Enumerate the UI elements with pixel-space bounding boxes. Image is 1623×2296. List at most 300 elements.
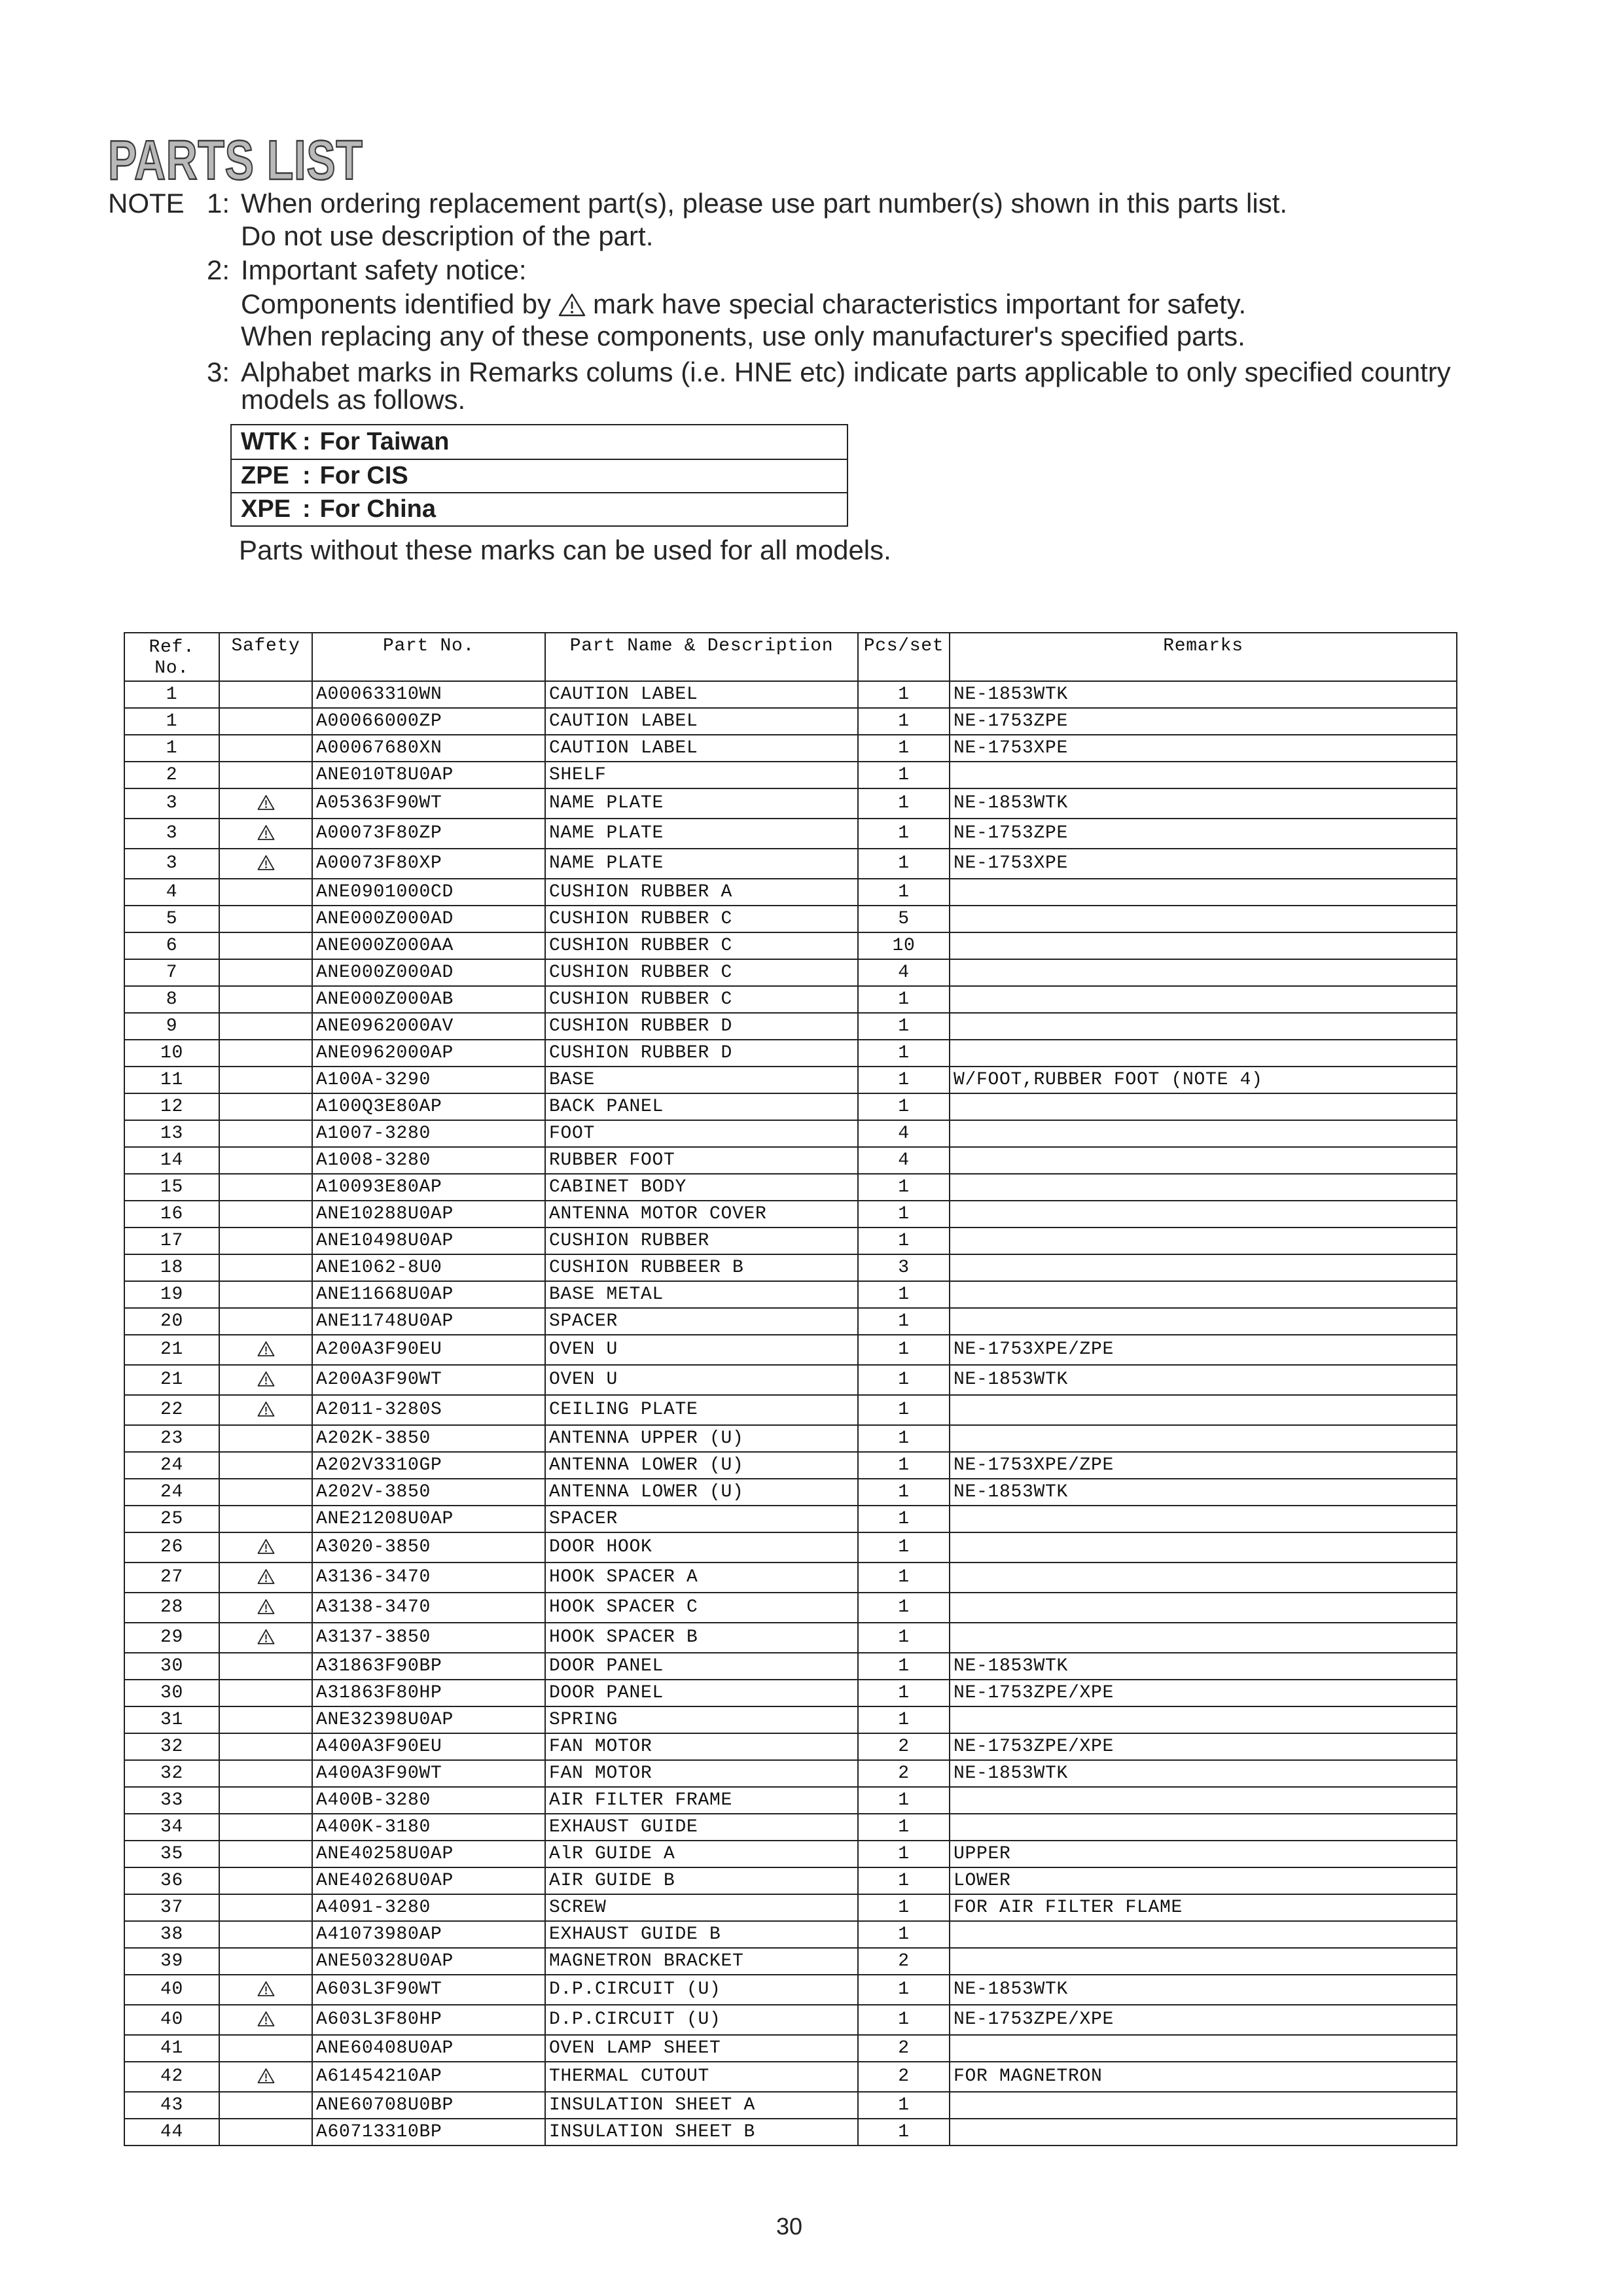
- ref-no-cell: 39: [124, 1948, 219, 1975]
- part-no-cell: A2011-3280S: [312, 1395, 545, 1425]
- parts-row: [124, 788, 1457, 819]
- parts-row: [124, 1814, 1457, 1841]
- ref-no-cell: 7: [124, 959, 219, 986]
- ref-no-cell: 20: [124, 1308, 219, 1335]
- part-no-cell: ANE0962000AV: [312, 1013, 545, 1040]
- part-no-cell: A1008-3280: [312, 1147, 545, 1174]
- description-cell: THERMAL CUTOUT: [545, 2062, 858, 2092]
- part-no-cell: ANE32398U0AP: [312, 1706, 545, 1733]
- ref-no-cell: 34: [124, 1814, 219, 1841]
- safety-cell: [219, 1814, 312, 1841]
- safety-cell: [219, 2119, 312, 2146]
- parts-row: [124, 1653, 1457, 1680]
- parts-row: [124, 1532, 1457, 1563]
- part-no-cell: A400A3F90EU: [312, 1733, 545, 1760]
- safety-mark-icon: [257, 1341, 275, 1357]
- safety-cell: [219, 1452, 312, 1479]
- part-no-cell: ANE11748U0AP: [312, 1308, 545, 1335]
- country-code: ZPE: [241, 462, 289, 489]
- description-cell: NAME PLATE: [545, 819, 858, 849]
- part-no-cell: A61454210AP: [312, 2062, 545, 2092]
- parts-row: [124, 681, 1457, 708]
- pcs-per-set-cell: 1: [858, 735, 950, 762]
- remarks-cell: NE-1753XPE/ZPE: [950, 1335, 1457, 1365]
- description-cell: HOOK SPACER B: [545, 1623, 858, 1653]
- description-cell: D.P.CIRCUIT (U): [545, 1975, 858, 2005]
- part-no-cell: ANE010T8U0AP: [312, 762, 545, 788]
- part-no-cell: A3136-3470: [312, 1563, 545, 1593]
- safety-cell: [219, 1425, 312, 1452]
- description-cell: SCREW: [545, 1894, 858, 1921]
- pcs-per-set-cell: 1: [858, 879, 950, 906]
- parts-row: [124, 708, 1457, 735]
- parts-row: [124, 906, 1457, 932]
- safety-cell: [219, 932, 312, 959]
- safety-mark-icon: [257, 1981, 275, 1997]
- note-2-line-2-after-mark: mark have special characteristics important for safety.: [592, 289, 1247, 319]
- pcs-per-set-cell: 4: [858, 959, 950, 986]
- parts-row: [124, 1479, 1457, 1506]
- remarks-cell: NE-1853WTK: [950, 681, 1457, 708]
- part-no-cell: A200A3F90WT: [312, 1365, 545, 1395]
- part-no-cell: A202K-3850: [312, 1425, 545, 1452]
- part-no-cell: ANE000Z000AD: [312, 959, 545, 986]
- safety-cell: [219, 2005, 312, 2035]
- pcs-per-set-cell: 1: [858, 1013, 950, 1040]
- remarks-cell: [950, 1040, 1457, 1067]
- description-cell: FOOT: [545, 1120, 858, 1147]
- parts-row: [124, 1680, 1457, 1706]
- pcs-per-set-cell: 1: [858, 1894, 950, 1921]
- pcs-per-set-cell: 1: [858, 1425, 950, 1452]
- safety-cell: [219, 906, 312, 932]
- pcs-per-set-cell: 1: [858, 1308, 950, 1335]
- description-cell: CAUTION LABEL: [545, 681, 858, 708]
- part-no-cell: ANE10288U0AP: [312, 1201, 545, 1227]
- ref-no-cell: 33: [124, 1787, 219, 1814]
- remarks-cell: [950, 1623, 1457, 1653]
- remarks-cell: FOR MAGNETRON: [950, 2062, 1457, 2092]
- description-cell: OVEN U: [545, 1335, 858, 1365]
- notes-closing: Parts without these marks can be used for all models.: [239, 535, 891, 565]
- ref-no-cell: 3: [124, 788, 219, 819]
- description-cell: CUSHION RUBBER D: [545, 1013, 858, 1040]
- part-no-cell: ANE40268U0AP: [312, 1867, 545, 1894]
- remarks-cell: [950, 1395, 1457, 1425]
- remarks-cell: NE-1753ZPE: [950, 819, 1457, 849]
- remarks-cell: UPPER: [950, 1841, 1457, 1867]
- ref-no-cell: 27: [124, 1563, 219, 1593]
- ref-no-cell: 2: [124, 762, 219, 788]
- part-no-cell: ANE000Z000AB: [312, 986, 545, 1013]
- description-cell: AIR GUIDE B: [545, 1867, 858, 1894]
- ref-no-cell: 14: [124, 1147, 219, 1174]
- ref-no-cell: 22: [124, 1395, 219, 1425]
- note-1-line-1: When ordering replacement part(s), please use part number(s) shown in this parts list.: [241, 188, 1288, 219]
- ref-no-cell: 12: [124, 1093, 219, 1120]
- remarks-cell: [950, 959, 1457, 986]
- description-cell: INSULATION SHEET B: [545, 2119, 858, 2146]
- part-no-cell: ANE50328U0AP: [312, 1948, 545, 1975]
- ref-no-cell: 44: [124, 2119, 219, 2146]
- pcs-per-set-cell: 1: [858, 1227, 950, 1254]
- ref-no-cell: 43: [124, 2092, 219, 2119]
- safety-cell: [219, 1506, 312, 1532]
- remarks-cell: [950, 2035, 1457, 2062]
- description-cell: DOOR PANEL: [545, 1680, 858, 1706]
- part-no-cell: A00073F80ZP: [312, 819, 545, 849]
- parts-row: [124, 1506, 1457, 1532]
- part-no-cell: A10093E80AP: [312, 1174, 545, 1201]
- pcs-per-set-cell: 1: [858, 849, 950, 879]
- ref-no-cell: 25: [124, 1506, 219, 1532]
- parts-row: [124, 1623, 1457, 1653]
- pcs-per-set-cell: 1: [858, 1653, 950, 1680]
- parts-row: [124, 959, 1457, 986]
- safety-cell: [219, 2092, 312, 2119]
- remarks-cell: NE-1753ZPE/XPE: [950, 2005, 1457, 2035]
- safety-cell: [219, 1733, 312, 1760]
- remarks-cell: NE-1753ZPE/XPE: [950, 1680, 1457, 1706]
- pcs-per-set-cell: 4: [858, 1120, 950, 1147]
- part-no-cell: ANE0901000CD: [312, 879, 545, 906]
- remarks-cell: [950, 1506, 1457, 1532]
- safety-cell: [219, 1841, 312, 1867]
- parts-row: [124, 879, 1457, 906]
- remarks-cell: W/FOOT,RUBBER FOOT (NOTE 4): [950, 1067, 1457, 1093]
- description-cell: BASE: [545, 1067, 858, 1093]
- safety-cell: [219, 1201, 312, 1227]
- pcs-per-set-cell: 1: [858, 1623, 950, 1653]
- safety-cell: [219, 1479, 312, 1506]
- remarks-cell: [950, 932, 1457, 959]
- pcs-per-set-cell: 1: [858, 1506, 950, 1532]
- safety-cell: [219, 1653, 312, 1680]
- parts-row: [124, 2092, 1457, 2119]
- pcs-per-set-cell: 1: [858, 1395, 950, 1425]
- parts-row: [124, 1227, 1457, 1254]
- part-no-cell: ANE60408U0AP: [312, 2035, 545, 2062]
- pcs-per-set-cell: 1: [858, 1814, 950, 1841]
- remarks-cell: NE-1753XPE: [950, 849, 1457, 879]
- part-no-cell: A603L3F90WT: [312, 1975, 545, 2005]
- description-cell: ANTENNA MOTOR COVER: [545, 1201, 858, 1227]
- ref-no-cell: 31: [124, 1706, 219, 1733]
- pcs-per-set-cell: 1: [858, 2005, 950, 2035]
- part-no-cell: A00063310WN: [312, 681, 545, 708]
- remarks-cell: [950, 1093, 1457, 1120]
- parts-row: [124, 1921, 1457, 1948]
- parts-row: [124, 1841, 1457, 1867]
- col-header-part-no: Part No.: [312, 633, 545, 681]
- safety-mark-icon: [257, 2068, 275, 2084]
- remarks-cell: [950, 1308, 1457, 1335]
- description-cell: CUSHION RUBBER A: [545, 879, 858, 906]
- safety-cell: [219, 1040, 312, 1067]
- parts-row: [124, 1593, 1457, 1623]
- description-cell: SPACER: [545, 1506, 858, 1532]
- pcs-per-set-cell: 4: [858, 1147, 950, 1174]
- part-no-cell: ANE60708U0BP: [312, 2092, 545, 2119]
- ref-no-cell: 24: [124, 1479, 219, 1506]
- remarks-cell: NE-1753XPE: [950, 735, 1457, 762]
- ref-no-cell: 40: [124, 2005, 219, 2035]
- pcs-per-set-cell: 5: [858, 906, 950, 932]
- part-no-cell: A31863F80HP: [312, 1680, 545, 1706]
- ref-no-cell: 15: [124, 1174, 219, 1201]
- part-no-cell: A00073F80XP: [312, 849, 545, 879]
- description-cell: OVEN U: [545, 1365, 858, 1395]
- part-no-cell: A3137-3850: [312, 1623, 545, 1653]
- parts-row: [124, 1281, 1457, 1308]
- description-cell: BASE METAL: [545, 1281, 858, 1308]
- description-cell: CABINET BODY: [545, 1174, 858, 1201]
- description-cell: HOOK SPACER C: [545, 1593, 858, 1623]
- parts-row: [124, 1308, 1457, 1335]
- description-cell: BACK PANEL: [545, 1093, 858, 1120]
- col-header-ref: [124, 633, 219, 681]
- ref-no-cell: 36: [124, 1867, 219, 1894]
- parts-table: [124, 632, 1457, 2146]
- description-cell: CUSHION RUBBEER B: [545, 1254, 858, 1281]
- ref-no-cell: 35: [124, 1841, 219, 1867]
- parts-row: [124, 1067, 1457, 1093]
- parts-row: [124, 1760, 1457, 1787]
- part-no-cell: A00067680XN: [312, 735, 545, 762]
- safety-cell: [219, 788, 312, 819]
- country-code-row: [232, 425, 847, 459]
- remarks-cell: [950, 1174, 1457, 1201]
- part-no-cell: ANE000Z000AA: [312, 932, 545, 959]
- ref-no-cell: 42: [124, 2062, 219, 2092]
- safety-cell: [219, 1623, 312, 1653]
- part-no-cell: A400A3F90WT: [312, 1760, 545, 1787]
- part-no-cell: ANE11668U0AP: [312, 1281, 545, 1308]
- remarks-cell: [950, 1254, 1457, 1281]
- ref-no-cell: 21: [124, 1335, 219, 1365]
- part-no-cell: ANE40258U0AP: [312, 1841, 545, 1867]
- parts-row: [124, 2005, 1457, 2035]
- safety-mark-icon: [257, 1401, 275, 1417]
- part-no-cell: A60713310BP: [312, 2119, 545, 2146]
- ref-no-cell: 32: [124, 1733, 219, 1760]
- safety-mark-icon: [257, 1371, 275, 1387]
- country-code-row: [232, 492, 847, 525]
- country-code-separator: :: [302, 428, 311, 455]
- note-1-line-2: Do not use description of the part.: [241, 221, 654, 251]
- safety-mark-icon: [257, 855, 275, 871]
- description-cell: AlR GUIDE A: [545, 1841, 858, 1867]
- description-cell: CUSHION RUBBER C: [545, 986, 858, 1013]
- ref-no-cell: 38: [124, 1921, 219, 1948]
- remarks-cell: [950, 1593, 1457, 1623]
- safety-mark-icon: [257, 1568, 275, 1585]
- ref-no-cell: 10: [124, 1040, 219, 1067]
- safety-cell: [219, 1281, 312, 1308]
- ref-no-cell: 19: [124, 1281, 219, 1308]
- part-no-cell: A31863F90BP: [312, 1653, 545, 1680]
- country-code-label: For CIS: [319, 462, 408, 489]
- parts-row: [124, 986, 1457, 1013]
- parts-row: [124, 1254, 1457, 1281]
- country-code-separator: :: [302, 462, 311, 489]
- pcs-per-set-cell: 1: [858, 1335, 950, 1365]
- description-cell: EXHAUST GUIDE: [545, 1814, 858, 1841]
- parts-row: [124, 1174, 1457, 1201]
- pcs-per-set-cell: 1: [858, 1841, 950, 1867]
- remarks-cell: [950, 1281, 1457, 1308]
- parts-row: [124, 932, 1457, 959]
- ref-no-cell: 8: [124, 986, 219, 1013]
- pcs-per-set-cell: 1: [858, 1067, 950, 1093]
- parts-row: [124, 1452, 1457, 1479]
- safety-cell: [219, 1365, 312, 1395]
- part-no-cell: A200A3F90EU: [312, 1335, 545, 1365]
- part-no-cell: ANE0962000AP: [312, 1040, 545, 1067]
- pcs-per-set-cell: 1: [858, 681, 950, 708]
- safety-cell: [219, 1227, 312, 1254]
- safety-cell: [219, 1975, 312, 2005]
- parts-row: [124, 1733, 1457, 1760]
- note-3-line-2: models as follows.: [241, 384, 466, 415]
- safety-cell: [219, 1867, 312, 1894]
- description-cell: SPACER: [545, 1308, 858, 1335]
- parts-row: [124, 1120, 1457, 1147]
- pcs-per-set-cell: 1: [858, 1174, 950, 1201]
- ref-no-cell: 13: [124, 1120, 219, 1147]
- country-code-row: [232, 459, 847, 492]
- pcs-per-set-cell: 1: [858, 1479, 950, 1506]
- part-no-cell: A41073980AP: [312, 1921, 545, 1948]
- safety-cell: [219, 1147, 312, 1174]
- safety-cell: [219, 2035, 312, 2062]
- remarks-cell: [950, 879, 1457, 906]
- parts-row: [124, 1013, 1457, 1040]
- description-cell: ANTENNA LOWER (U): [545, 1479, 858, 1506]
- pcs-per-set-cell: 1: [858, 1787, 950, 1814]
- pcs-per-set-cell: 10: [858, 932, 950, 959]
- part-no-cell: A202V-3850: [312, 1479, 545, 1506]
- note-label: NOTE: [108, 188, 185, 219]
- page-title: PARTS LIST: [108, 130, 363, 192]
- remarks-cell: [950, 2092, 1457, 2119]
- note-1-number: 1:: [207, 188, 230, 219]
- pcs-per-set-cell: 1: [858, 1040, 950, 1067]
- description-cell: CAUTION LABEL: [545, 735, 858, 762]
- remarks-cell: LOWER: [950, 1867, 1457, 1894]
- description-cell: CUSHION RUBBER D: [545, 1040, 858, 1067]
- part-no-cell: A00066000ZP: [312, 708, 545, 735]
- description-cell: MAGNETRON BRACKET: [545, 1948, 858, 1975]
- country-code-label: For Taiwan: [319, 428, 450, 455]
- part-no-cell: A400B-3280: [312, 1787, 545, 1814]
- pcs-per-set-cell: 1: [858, 1563, 950, 1593]
- part-no-cell: A1007-3280: [312, 1120, 545, 1147]
- parts-row: [124, 1093, 1457, 1120]
- remarks-cell: [950, 2119, 1457, 2146]
- safety-cell: [219, 1948, 312, 1975]
- remarks-cell: [950, 1787, 1457, 1814]
- pcs-per-set-cell: 1: [858, 986, 950, 1013]
- pcs-per-set-cell: 1: [858, 1093, 950, 1120]
- col-header-safety: Safety: [219, 633, 312, 681]
- parts-row: [124, 762, 1457, 788]
- ref-no-cell: 1: [124, 708, 219, 735]
- remarks-cell: [950, 1921, 1457, 1948]
- ref-no-cell: 5: [124, 906, 219, 932]
- pcs-per-set-cell: 1: [858, 1706, 950, 1733]
- part-no-cell: A603L3F80HP: [312, 2005, 545, 2035]
- safety-cell: [219, 735, 312, 762]
- remarks-cell: NE-1853WTK: [950, 1365, 1457, 1395]
- parts-row: [124, 735, 1457, 762]
- country-code-box: [230, 424, 848, 527]
- parts-row: [124, 819, 1457, 849]
- remarks-cell: [950, 1425, 1457, 1452]
- safety-cell: [219, 1563, 312, 1593]
- description-cell: DOOR HOOK: [545, 1532, 858, 1563]
- safety-cell: [219, 708, 312, 735]
- safety-mark-icon: [257, 1629, 275, 1645]
- country-code: XPE: [241, 495, 291, 523]
- remarks-cell: [950, 1227, 1457, 1254]
- note-3-line-1: Alphabet marks in Remarks colums (i.e. HNE etc) indicate parts applicable to only specified country: [241, 357, 1451, 387]
- ref-no-cell: 3: [124, 819, 219, 849]
- col-header-pcs: Pcs/set: [858, 633, 950, 681]
- remarks-cell: [950, 762, 1457, 788]
- pcs-per-set-cell: 1: [858, 762, 950, 788]
- note-2-line-1: Important safety notice:: [241, 255, 527, 285]
- safety-cell: [219, 1308, 312, 1335]
- remarks-cell: NE-1753XPE/ZPE: [950, 1452, 1457, 1479]
- remarks-cell: FOR AIR FILTER FLAME: [950, 1894, 1457, 1921]
- note-2-number: 2:: [207, 255, 230, 285]
- pcs-per-set-cell: 1: [858, 1975, 950, 2005]
- part-no-cell: A100Q3E80AP: [312, 1093, 545, 1120]
- description-cell: AIR FILTER FRAME: [545, 1787, 858, 1814]
- part-no-cell: ANE000Z000AD: [312, 906, 545, 932]
- parts-row: [124, 1563, 1457, 1593]
- ref-no-cell: 37: [124, 1894, 219, 1921]
- part-no-cell: A4091-3280: [312, 1894, 545, 1921]
- safety-cell: [219, 1593, 312, 1623]
- safety-cell: [219, 1335, 312, 1365]
- country-code: WTK: [241, 428, 298, 455]
- pcs-per-set-cell: 1: [858, 2119, 950, 2146]
- parts-row: [124, 2119, 1457, 2146]
- remarks-cell: [950, 1120, 1457, 1147]
- safety-mark-icon: [257, 1598, 275, 1615]
- pcs-per-set-cell: 1: [858, 1867, 950, 1894]
- remarks-cell: [950, 1563, 1457, 1593]
- safety-cell: [219, 1787, 312, 1814]
- ref-no-cell: 24: [124, 1452, 219, 1479]
- description-cell: INSULATION SHEET A: [545, 2092, 858, 2119]
- ref-no-cell: 30: [124, 1653, 219, 1680]
- part-no-cell: ANE1062-8U0: [312, 1254, 545, 1281]
- parts-row: [124, 1948, 1457, 1975]
- pcs-per-set-cell: 2: [858, 1733, 950, 1760]
- parts-row: [124, 1201, 1457, 1227]
- col-header-ref-line-1: Ref.: [149, 637, 195, 658]
- safety-cell: [219, 1254, 312, 1281]
- safety-mark-icon: [257, 2011, 275, 2027]
- safety-cell: [219, 849, 312, 879]
- remarks-cell: NE-1853WTK: [950, 1975, 1457, 2005]
- pcs-per-set-cell: 3: [858, 1254, 950, 1281]
- pcs-per-set-cell: 1: [858, 819, 950, 849]
- description-cell: FAN MOTOR: [545, 1760, 858, 1787]
